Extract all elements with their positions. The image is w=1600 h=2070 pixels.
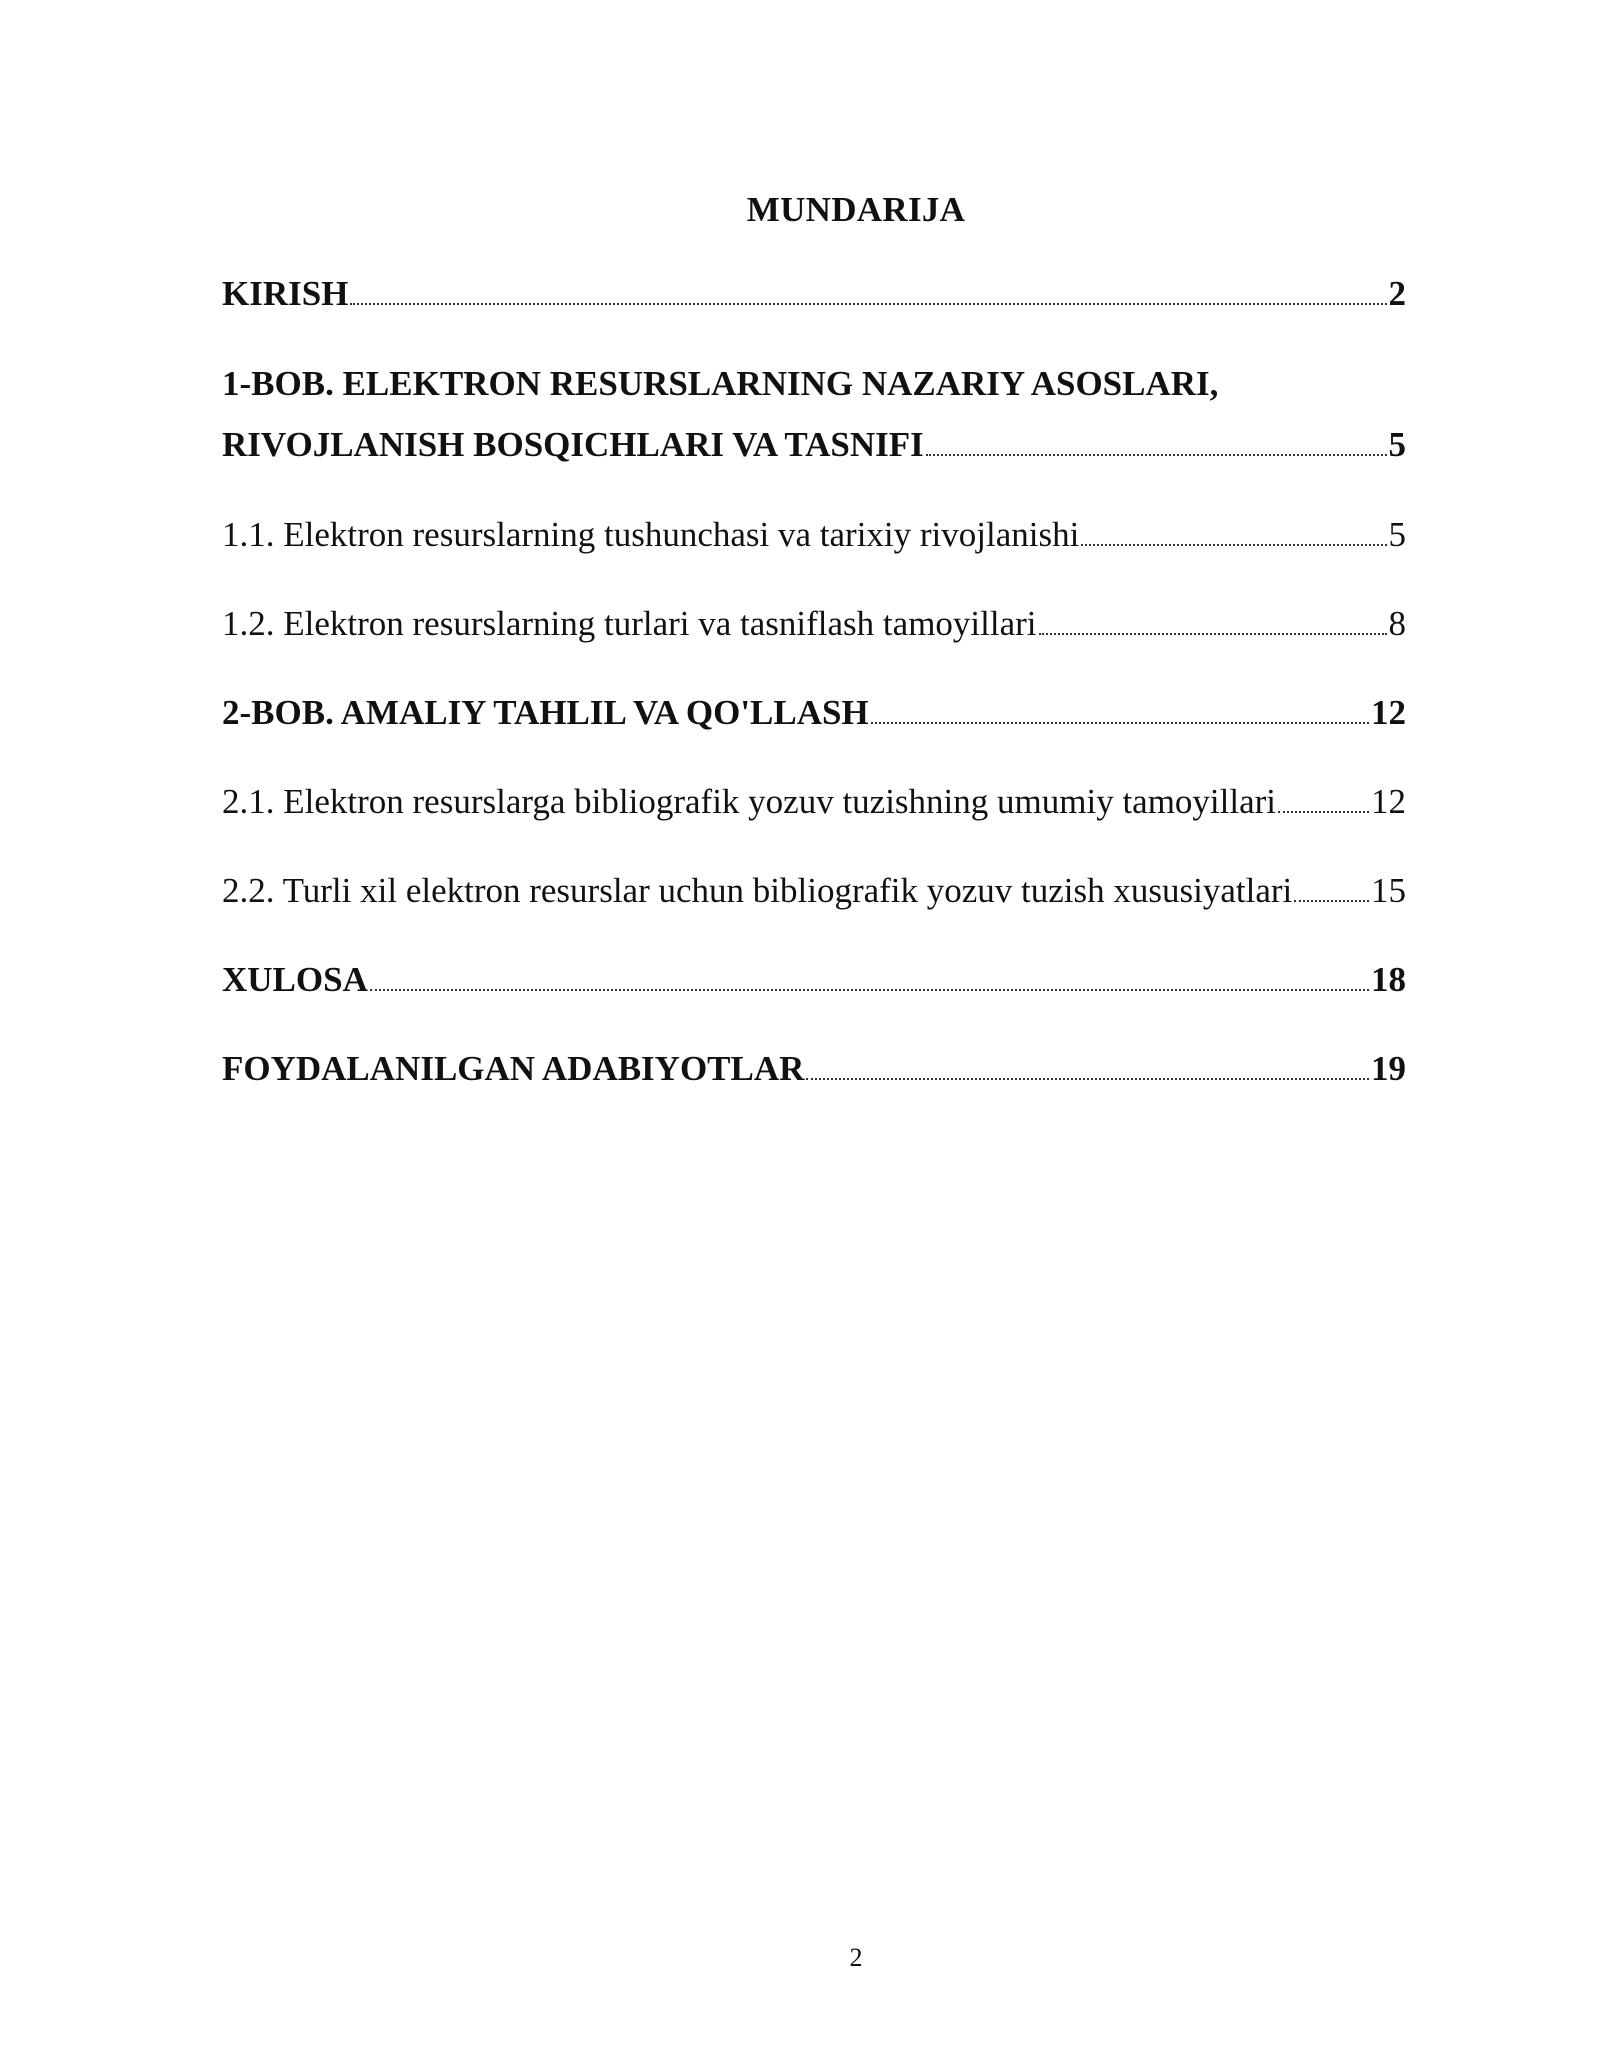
dot-leader	[1294, 900, 1369, 902]
dot-leader	[350, 303, 1386, 305]
toc-entry-references[interactable]	[222, 1047, 1406, 1091]
dot-leader	[871, 722, 1369, 724]
toc-entry-page: 15	[1371, 871, 1406, 910]
dot-leader	[1278, 811, 1369, 813]
toc-entry-xulosa[interactable]	[222, 958, 1406, 1002]
toc-entry-page: 8	[1388, 604, 1406, 643]
toc-entry-page: 12	[1371, 782, 1406, 821]
dot-leader	[370, 989, 1369, 991]
toc-entry-page: 19	[1371, 1049, 1406, 1088]
toc-entry-label: FOYDALANILGAN ADABIYOTLAR	[222, 1049, 805, 1088]
toc-entry-section-2-2[interactable]	[222, 869, 1406, 913]
toc-entry-label: 1.1. Elektron resurslarning tushunchasi va tarixiy rivojlanishi	[222, 515, 1080, 554]
dot-leader	[806, 1078, 1369, 1080]
toc-entry-page: 18	[1371, 960, 1406, 999]
toc-entry-label: 2-BOB. AMALIY TAHLIL VA QO'LLASH	[222, 693, 869, 732]
dot-leader	[1039, 633, 1387, 635]
toc-entry-label: KIRISH	[222, 274, 349, 313]
toc-entry-label: 1.2. Elektron resurslarning turlari va tasniflash tamoyillari	[222, 604, 1037, 643]
toc-entry-chapter-1[interactable]	[222, 362, 1406, 467]
page-number: 2	[849, 1943, 863, 1972]
toc-entry-label: 2.2. Turli xil elektron resurslar uchun bibliografik yozuv tuzish xususiyatlari	[222, 871, 1293, 910]
toc-entry-section-1-2[interactable]	[222, 602, 1406, 646]
toc-entry-page: 12	[1371, 693, 1406, 732]
toc-entry-kirish[interactable]	[222, 272, 1406, 316]
toc-entry-page: 5	[1388, 515, 1406, 554]
dot-leader	[1081, 544, 1386, 546]
dot-leader	[926, 454, 1387, 456]
toc-entry-page: 2	[1388, 274, 1406, 313]
toc-entry-label: XULOSA	[222, 960, 368, 999]
toc-entry-label-line1: 1-BOB. ELEKTRON RESURSLARNING NAZARIY ASOSLARI,	[222, 364, 1219, 403]
toc-entry-label: RIVOJLANISH BOSQICHLARI VA TASNIFI	[222, 425, 924, 464]
toc-entry-page: 5	[1388, 425, 1406, 464]
toc-title: MUNDARIJA	[746, 190, 966, 229]
toc-entry-chapter-2[interactable]	[222, 691, 1406, 735]
toc-entry-section-1-1[interactable]	[222, 513, 1406, 557]
toc-entry-section-2-1[interactable]	[222, 780, 1406, 824]
toc-entry-label: 2.1. Elektron resurslarga bibliografik yozuv tuzishning umumiy tamoyillari	[222, 782, 1277, 821]
